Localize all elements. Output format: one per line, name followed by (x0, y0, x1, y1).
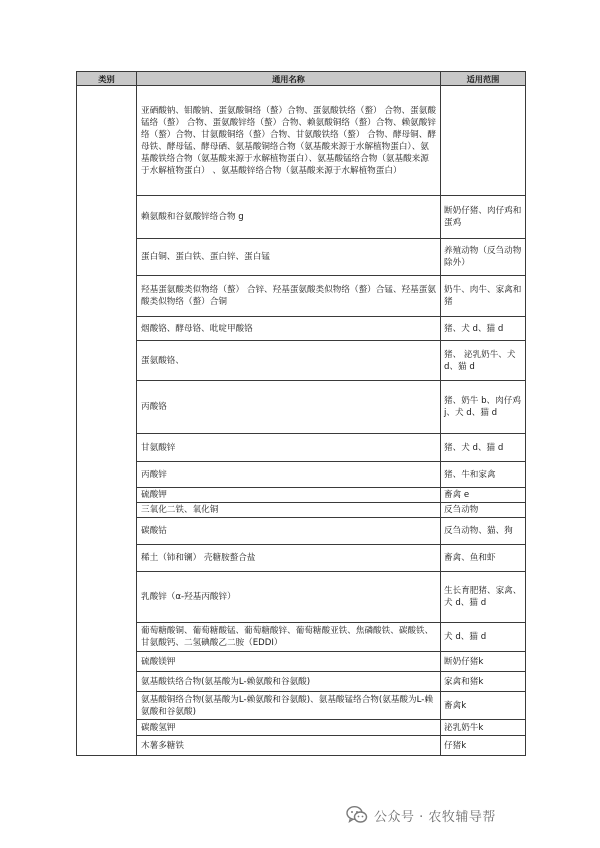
name-cell: 烟酸铬、酵母铬、吡啶甲酸铬 (137, 317, 441, 341)
table-row (77, 381, 526, 434)
scope-cell: 畜禽 e (441, 488, 526, 503)
watermark-text: 公众号 · 农牧辅导帮 (374, 809, 496, 825)
table-row (77, 736, 526, 756)
scope-cell: 猪、 泌乳奶牛、犬 d、猫 d (441, 341, 526, 381)
table-row (77, 86, 526, 196)
table-row (77, 518, 526, 545)
header-scope: 适用范围 (441, 72, 526, 86)
scope-cell (441, 86, 526, 196)
name-cell: 氨基酸铜络合物(氨基酸为L-赖氨酸和谷氨酸)、氨基酸锰络合物(氨基酸为L-赖氨酸和谷氨酸) (137, 692, 441, 720)
name-cell: 葡萄糖酸铜、葡萄糖酸锰、葡萄糖酸锌、葡萄糖酸亚铁、焦磷酸铁、碳酸铁、甘氨酸钙、二氢碘酸乙二胺（EDDI） (137, 623, 441, 652)
table-row (77, 572, 526, 623)
table-row (77, 672, 526, 692)
name-cell: 三氧化二铁、氧化铜 (137, 503, 441, 518)
scope-cell: 猪、奶牛 b、肉仔鸡 j、犬 d、猫 d (441, 381, 526, 434)
name-cell: 稀土（铈和镧） 壳糖胺螯合盐 (137, 545, 441, 572)
name-cell: 氨基酸铁络合物(氨基酸为L-赖氨酸和谷氨酸) (137, 672, 441, 692)
table-row (77, 341, 526, 381)
name-cell: 丙酸铬 (137, 381, 441, 434)
table-row (77, 196, 526, 239)
name-cell: 碳酸钴 (137, 518, 441, 545)
table-row (77, 652, 526, 672)
table-row (77, 720, 526, 736)
name-cell: 丙酸锌 (137, 462, 441, 488)
name-cell: 赖氨酸和谷氨酸锌络合物 g (137, 196, 441, 239)
table-row (77, 545, 526, 572)
table-header-row (77, 72, 526, 86)
table-row (77, 462, 526, 488)
table-row (77, 623, 526, 652)
table-row (77, 488, 526, 503)
name-cell: 硫酸镁钾 (137, 652, 441, 672)
header-category: 类别 (77, 72, 137, 86)
table-row (77, 434, 526, 462)
scope-cell: 猪、牛和家禽 (441, 462, 526, 488)
header-name: 通用名称 (137, 72, 441, 86)
category-cell (77, 86, 137, 756)
name-cell: 蛋氨酸铬、 (137, 341, 441, 381)
table-row (77, 503, 526, 518)
scope-cell: 仔猪k (441, 736, 526, 756)
name-cell: 蛋白铜、蛋白铁、蛋白锌、蛋白锰 (137, 239, 441, 276)
scope-cell: 断奶仔猪k (441, 652, 526, 672)
scope-cell: 反刍动物、猫、狗 (441, 518, 526, 545)
table-row (77, 317, 526, 341)
scope-cell: 犬 d、猫 d (441, 623, 526, 652)
scope-cell: 畜禽、鱼和虾 (441, 545, 526, 572)
scope-cell: 家禽和猪k (441, 672, 526, 692)
wechat-icon (346, 805, 368, 825)
name-cell: 亚硒酸钠、钼酸钠、蛋氨酸铜络（螯）合物、蛋氨酸铁络（螯） 合物、蛋氨酸锰络（螯） 合物、蛋氨酸锌络（螯）合物、赖氨酸铜络（螯）合物、赖氨酸锌络（螯）合物、甘氨酸铜络（螯）合物、甘氨酸铁络（螯） 合物、酵母铜、酵母铁、酵母锰、酵母硒、氨基酸铜络合物（氨基酸来源于水解植物蛋白）、氨基酸铁络合物（氨基酸来源于水解植物蛋白）、氨基酸锰络合物（氨基酸来源于水解植物蛋白） 、氨基酸锌络合物（氨基酸来源于水解植物蛋白） (137, 86, 441, 196)
scope-cell: 断奶仔猪、肉仔鸡和蛋鸡 (441, 196, 526, 239)
name-cell: 碳酸氢钾 (137, 720, 441, 736)
table-body (77, 86, 526, 756)
scope-cell: 猪、犬 d、猫 d (441, 317, 526, 341)
watermark (346, 804, 496, 826)
scope-cell: 泌乳奶牛k (441, 720, 526, 736)
scope-cell: 养殖动物（反刍动物除外） (441, 239, 526, 276)
name-cell: 硫酸钾 (137, 488, 441, 503)
scope-cell: 生长育肥猪、家禽、犬 d、猫 d (441, 572, 526, 623)
additive-table (76, 71, 526, 756)
name-cell: 木薯多糖铁 (137, 736, 441, 756)
table-row (77, 692, 526, 720)
scope-cell: 反刍动物 (441, 503, 526, 518)
name-cell: 羟基蛋氨酸类似物络（螯） 合锌、羟基蛋氨酸类似物络（螯）合锰、羟基蛋氨酸类似物络（螯）合铜 (137, 276, 441, 317)
scope-cell: 猪、犬 d、猫 d (441, 434, 526, 462)
scope-cell: 畜禽k (441, 692, 526, 720)
name-cell: 乳酸锌（α-羟基丙酸锌） (137, 572, 441, 623)
table-row (77, 276, 526, 317)
name-cell: 甘氨酸锌 (137, 434, 441, 462)
scope-cell: 奶牛、肉牛、家禽和猪 (441, 276, 526, 317)
table-row (77, 239, 526, 276)
